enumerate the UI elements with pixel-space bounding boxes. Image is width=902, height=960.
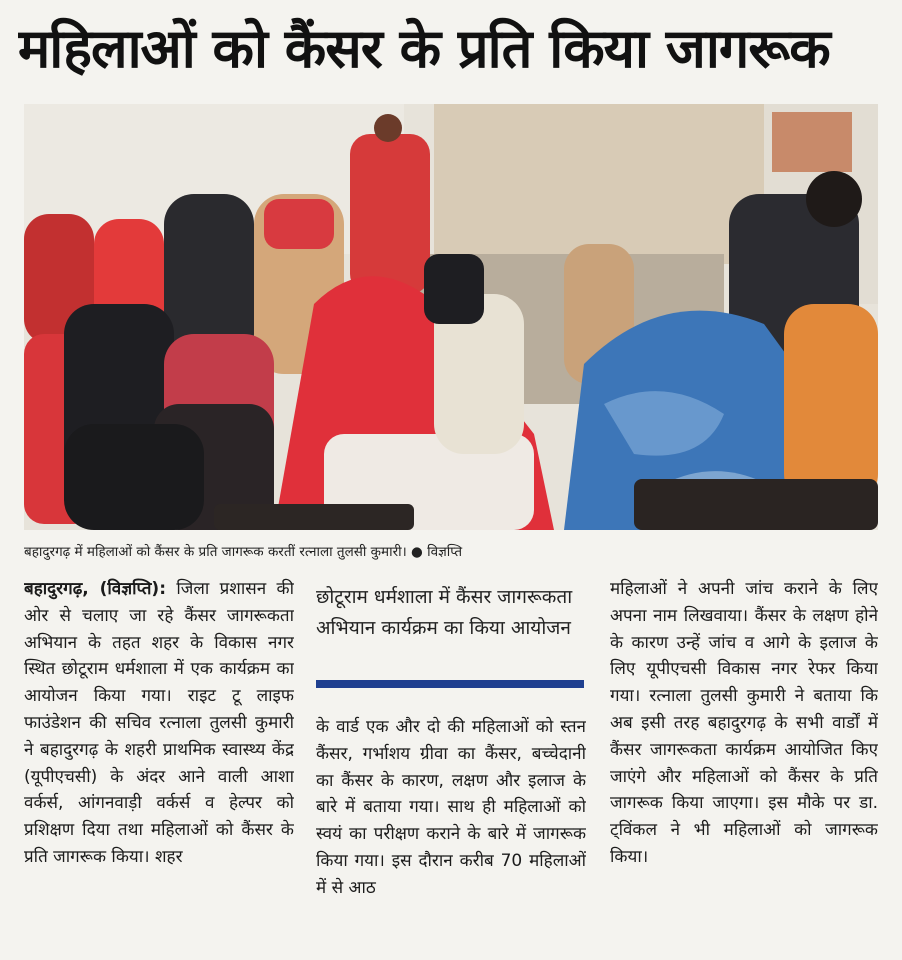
subheadline: छोटूराम धर्मशाला में कैंसर जागरूकता अभियान कार्यक्रम का किया आयोजन bbox=[316, 586, 573, 639]
dateline: बहादुरगढ़, (विज्ञप्ति): bbox=[24, 579, 166, 599]
article-column-1 bbox=[24, 576, 294, 948]
news-photo bbox=[24, 104, 878, 530]
column-1-body: जिला प्रशासन की ओर से चलाए जा रहे कैंसर जागरूकता अभियान के तहत शहर के विकास नगर स्थित छोटूराम धर्मशाला में एक कार्यक्रम का आयोजन किया गया। राइट टू लाइफ फाउंडेशन की सचिव रत्नाला तुलसी कुमारी ने बहादुरगढ़ के शहरी प्राथमिक स्वास्थ्य केंद्र (यूपीएचसी) के अंदर आने वाली आशा वर्कर्स, आंगनवाड़ी वर्कर्स व हेल्पर को प्रशिक्षण दिया तथा महिलाओं को कैंसर के प्रति जागरूक किया। शहर bbox=[24, 579, 294, 867]
subhead-rule bbox=[316, 680, 584, 688]
article-column-2: के वार्ड एक और दो की महिलाओं को स्तन कैंसर, गर्भाशय ग्रीवा का कैंसर, बच्चेदानी का कैंसर के कारण, लक्षण और इलाज के बारे में बताया गया। साथ ही महिलाओं को स्वयं का परीक्षण कराने के बारे में जागरूक किया गया। इस दौरान करीब 70 महिलाओं में से आठ bbox=[316, 717, 586, 898]
article-column-3: महिलाओं ने अपनी जांच कराने के लिए अपना नाम लिखवाया। कैंसर के लक्षण होने के कारण उन्हें जांच व आगे के इलाज के लिए यूपीएचसी विकास नगर रेफर किया गया। रत्नाला तुलसी कुमारी ने बताया कि अब इसी तरह बहादुरगढ़ के सभी वार्डों में कैंसर जागरूकता कार्यक्रम आयोजित किए जाएंगे और महिलाओं को कैंसर के प्रति जागरूक किया जाएगा। इस मौके पर डा. ट्विंकल ने भी महिलाओं को जागरूक किया। bbox=[610, 579, 878, 867]
headline: महिलाओं को कैंसर के प्रति किया जागरूक bbox=[18, 17, 830, 80]
photo-caption: बहादुरगढ़ में महिलाओं को कैंसर के प्रति जागरूक करतीं रत्नाला तुलसी कुमारी। ● विज्ञप्ति bbox=[24, 544, 463, 560]
